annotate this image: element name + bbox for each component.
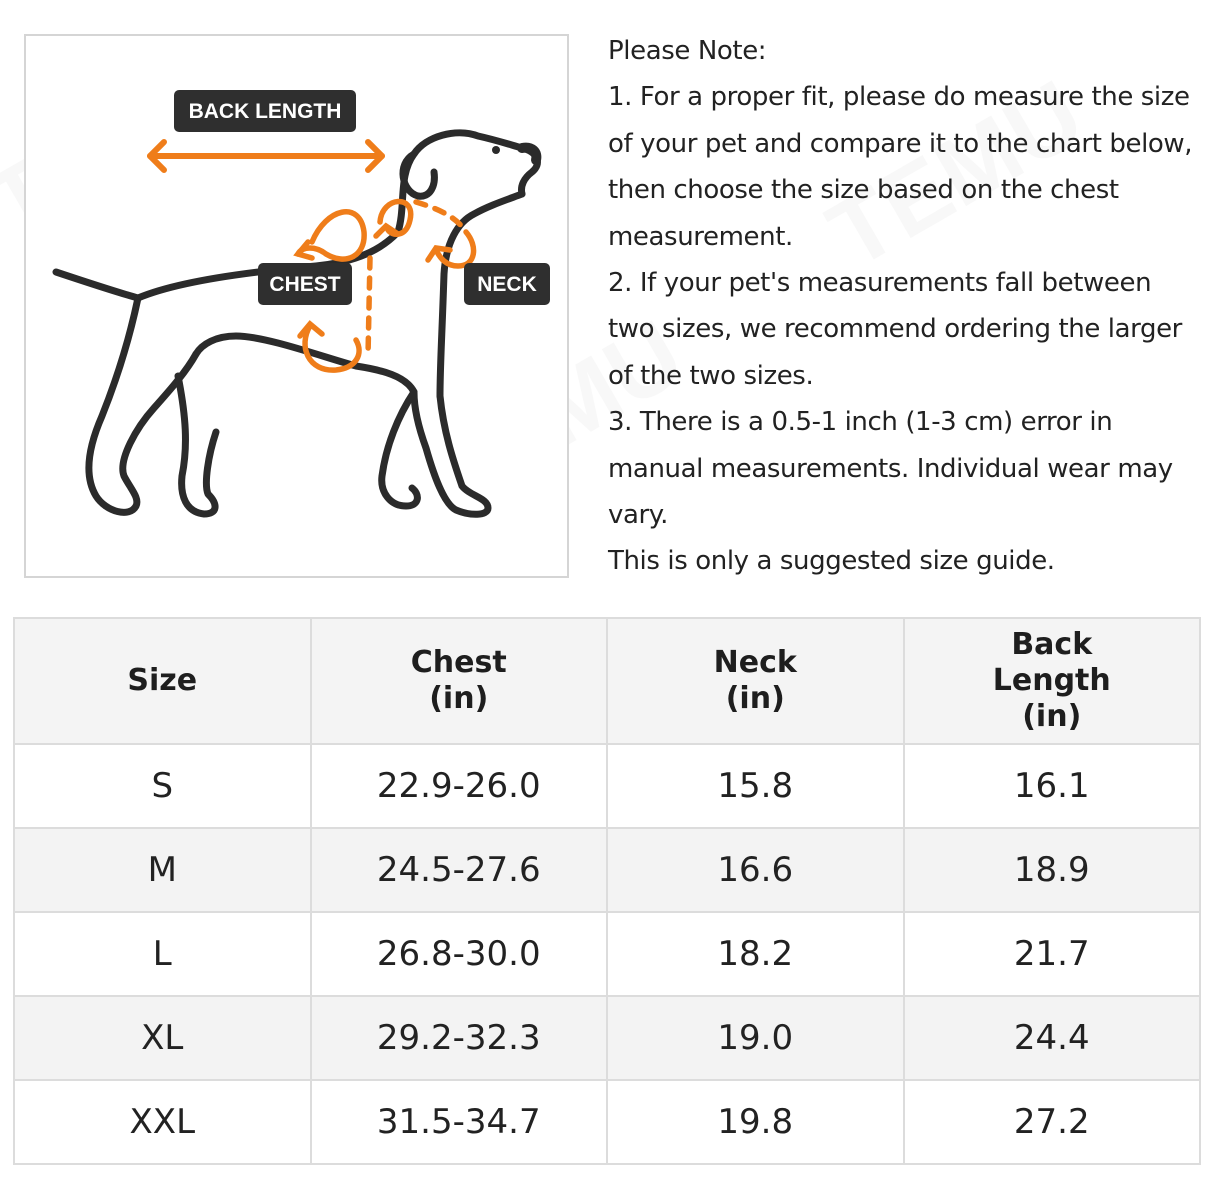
dog-outline-icon (56, 133, 537, 514)
cell-neck: 18.2 (607, 912, 904, 996)
cell-back-length: 24.4 (904, 996, 1201, 1080)
cell-neck: 15.8 (607, 744, 904, 828)
table-header-row (14, 618, 1200, 744)
dog-eye-icon (492, 146, 500, 154)
cell-back-length: 21.7 (904, 912, 1201, 996)
dog-diagram-svg (26, 36, 571, 580)
note-disclaimer: This is only a suggested size guide. (608, 546, 1055, 577)
cell-neck: 16.6 (607, 828, 904, 912)
note-item-2: 2. If your pet's measurements fall between two sizes, we recommend ordering the larger of the two sizes. (608, 268, 1182, 391)
header-neck: Neck (in) (607, 618, 904, 744)
cell-size: M (14, 828, 311, 912)
cell-chest: 29.2-32.3 (311, 996, 608, 1080)
cell-size: L (14, 912, 311, 996)
cell-neck: 19.0 (607, 996, 904, 1080)
neck-label: NECK (477, 273, 537, 296)
measurement-diagram (24, 34, 569, 578)
please-note-section (608, 28, 1200, 585)
cell-size: XXL (14, 1080, 311, 1164)
header-size: Size (14, 618, 311, 744)
cell-neck: 19.8 (607, 1080, 904, 1164)
chest-badge (258, 263, 352, 305)
cell-size: XL (14, 996, 311, 1080)
chest-label: CHEST (269, 273, 341, 296)
cell-back-length: 27.2 (904, 1080, 1201, 1164)
cell-chest: 26.8-30.0 (311, 912, 608, 996)
table-row (14, 828, 1200, 912)
back-length-arrow-icon (150, 142, 382, 170)
table-row (14, 996, 1200, 1080)
cell-back-length: 18.9 (904, 828, 1201, 912)
header-chest: Chest (in) (311, 618, 608, 744)
cell-size: S (14, 744, 311, 828)
table-row (14, 744, 1200, 828)
neck-badge (464, 263, 550, 305)
cell-back-length: 16.1 (904, 744, 1201, 828)
table-row (14, 912, 1200, 996)
header-back-length: Back Length (in) (904, 618, 1201, 744)
size-chart-table (13, 617, 1201, 1165)
cell-chest: 31.5-34.7 (311, 1080, 608, 1164)
note-heading: Please Note: (608, 36, 767, 66)
back-length-label: BACK LENGTH (188, 100, 342, 123)
cell-chest: 24.5-27.6 (311, 828, 608, 912)
cell-chest: 22.9-26.0 (311, 744, 608, 828)
table-row (14, 1080, 1200, 1164)
back-length-badge (174, 90, 356, 132)
note-item-3: 3. There is a 0.5-1 inch (1-3 cm) error in manual measurements. Individual wear may vary. (608, 407, 1173, 531)
note-item-1: 1. For a proper fit, please do measure the size of your pet and compare it to the chart below, then choose the size based on the chest measurement. (608, 82, 1193, 252)
